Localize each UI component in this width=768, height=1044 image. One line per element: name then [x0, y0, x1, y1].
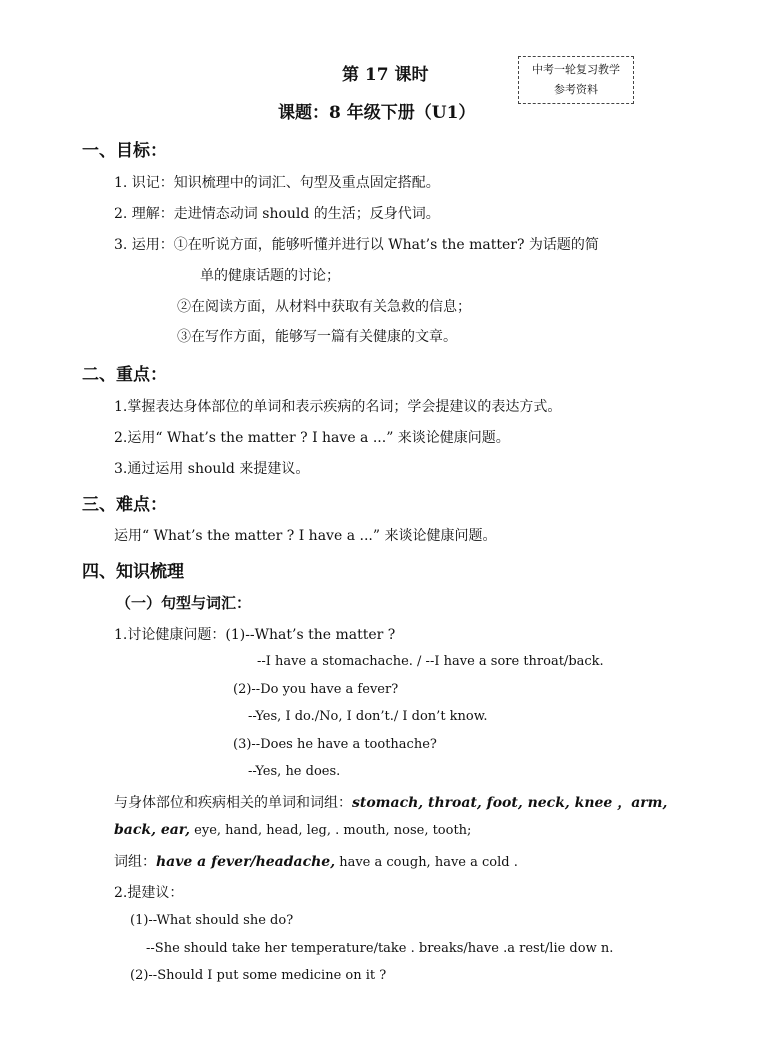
key-point-2: 2.运用“ What’s the matter ? I have a ...” 来谈论健康问题。 [114, 430, 510, 446]
health-dialogue-line-3: (2)--Do you have a fever? [233, 682, 399, 697]
section-difficulty-heading: 三、难点： [82, 495, 167, 515]
goal-item-2: 2. 理解：走进情态动词 should 的生活；反身代词。 [114, 206, 440, 222]
reference-stamp [518, 56, 634, 104]
phrase-bold: have a fever/headache, [156, 854, 336, 870]
goal-item-1: 1. 识记：知识梳理中的词汇、句型及重点固定搭配。 [114, 175, 440, 191]
advice-line-3: (2)--Should I put some medicine on it ? [130, 968, 387, 983]
section-key-points-heading: 二、重点： [82, 365, 167, 385]
goal-item-3-reading: ②在阅读方面，从材料中获取有关急救的信息； [177, 299, 471, 315]
vocab-intro: 与身体部位和疾病相关的单词和词组： [114, 795, 352, 811]
health-dialogue-line-4: --Yes, I do./No, I don’t./ I don’t know. [248, 709, 488, 724]
health-dialogue-line-6: --Yes, he does. [248, 764, 341, 779]
vocab-line-2 [114, 822, 471, 838]
subsection-sentences-vocab: （一）句型与词汇： [116, 594, 252, 612]
health-dialogue-line-1: 1.讨论健康问题：(1)--What’s the matter ? [114, 627, 396, 643]
vocab-other-words: eye, hand, head, leg, . mouth, nose, tooth; [190, 823, 472, 838]
vocab-bold-words-2: back, ear, [114, 822, 191, 838]
health-dialogue-line-5: (3)--Does he have a toothache? [233, 737, 437, 752]
key-point-3: 3.通过运用 should 来提建议。 [114, 461, 310, 477]
phrase-line [114, 851, 518, 871]
difficulty-text: 运用“ What’s the matter ? I have a ...” 来谈论健康问题。 [114, 528, 497, 544]
section-goals-heading: 一、目标： [82, 141, 167, 161]
vocab-line-1 [114, 792, 667, 812]
health-dialogue-line-2: --I have a stomachache. / --I have a sore throat/back. [257, 654, 604, 669]
stamp-line-2: 参考资料 [554, 83, 598, 96]
stamp-line-1: 中考一轮复习教学 [532, 63, 620, 76]
advice-title: 2.提建议： [114, 885, 184, 901]
advice-line-2: --She should take her temperature/take . breaks/have .a rest/lie dow n. [146, 941, 614, 956]
section-knowledge-heading: 四、知识梳理 [82, 562, 184, 582]
vocab-bold-words-1: stomach, throat, foot, neck, knee ，arm, [352, 795, 668, 811]
goal-item-3: 3. 运用：①在听说方面，能够听懂并进行以 What’s the matter? 为话题的简 [114, 237, 599, 253]
advice-line-1: (1)--What should she do? [130, 913, 294, 928]
lesson-topic: 课题：8 年级下册（U1） [278, 103, 476, 123]
key-point-1: 1.掌握表达身体部位的单词和表示疾病的名词；学会提建议的表达方式。 [114, 399, 562, 415]
lesson-number: 第 17 课时 [342, 65, 429, 85]
goal-item-3-cont: 单的健康话题的讨论； [200, 268, 340, 284]
goal-item-3-writing: ③在写作方面，能够写一篇有关健康的文章。 [177, 329, 457, 345]
phrase-intro: 词组： [114, 854, 156, 870]
phrase-rest: have a cough, have a cold . [335, 855, 518, 870]
